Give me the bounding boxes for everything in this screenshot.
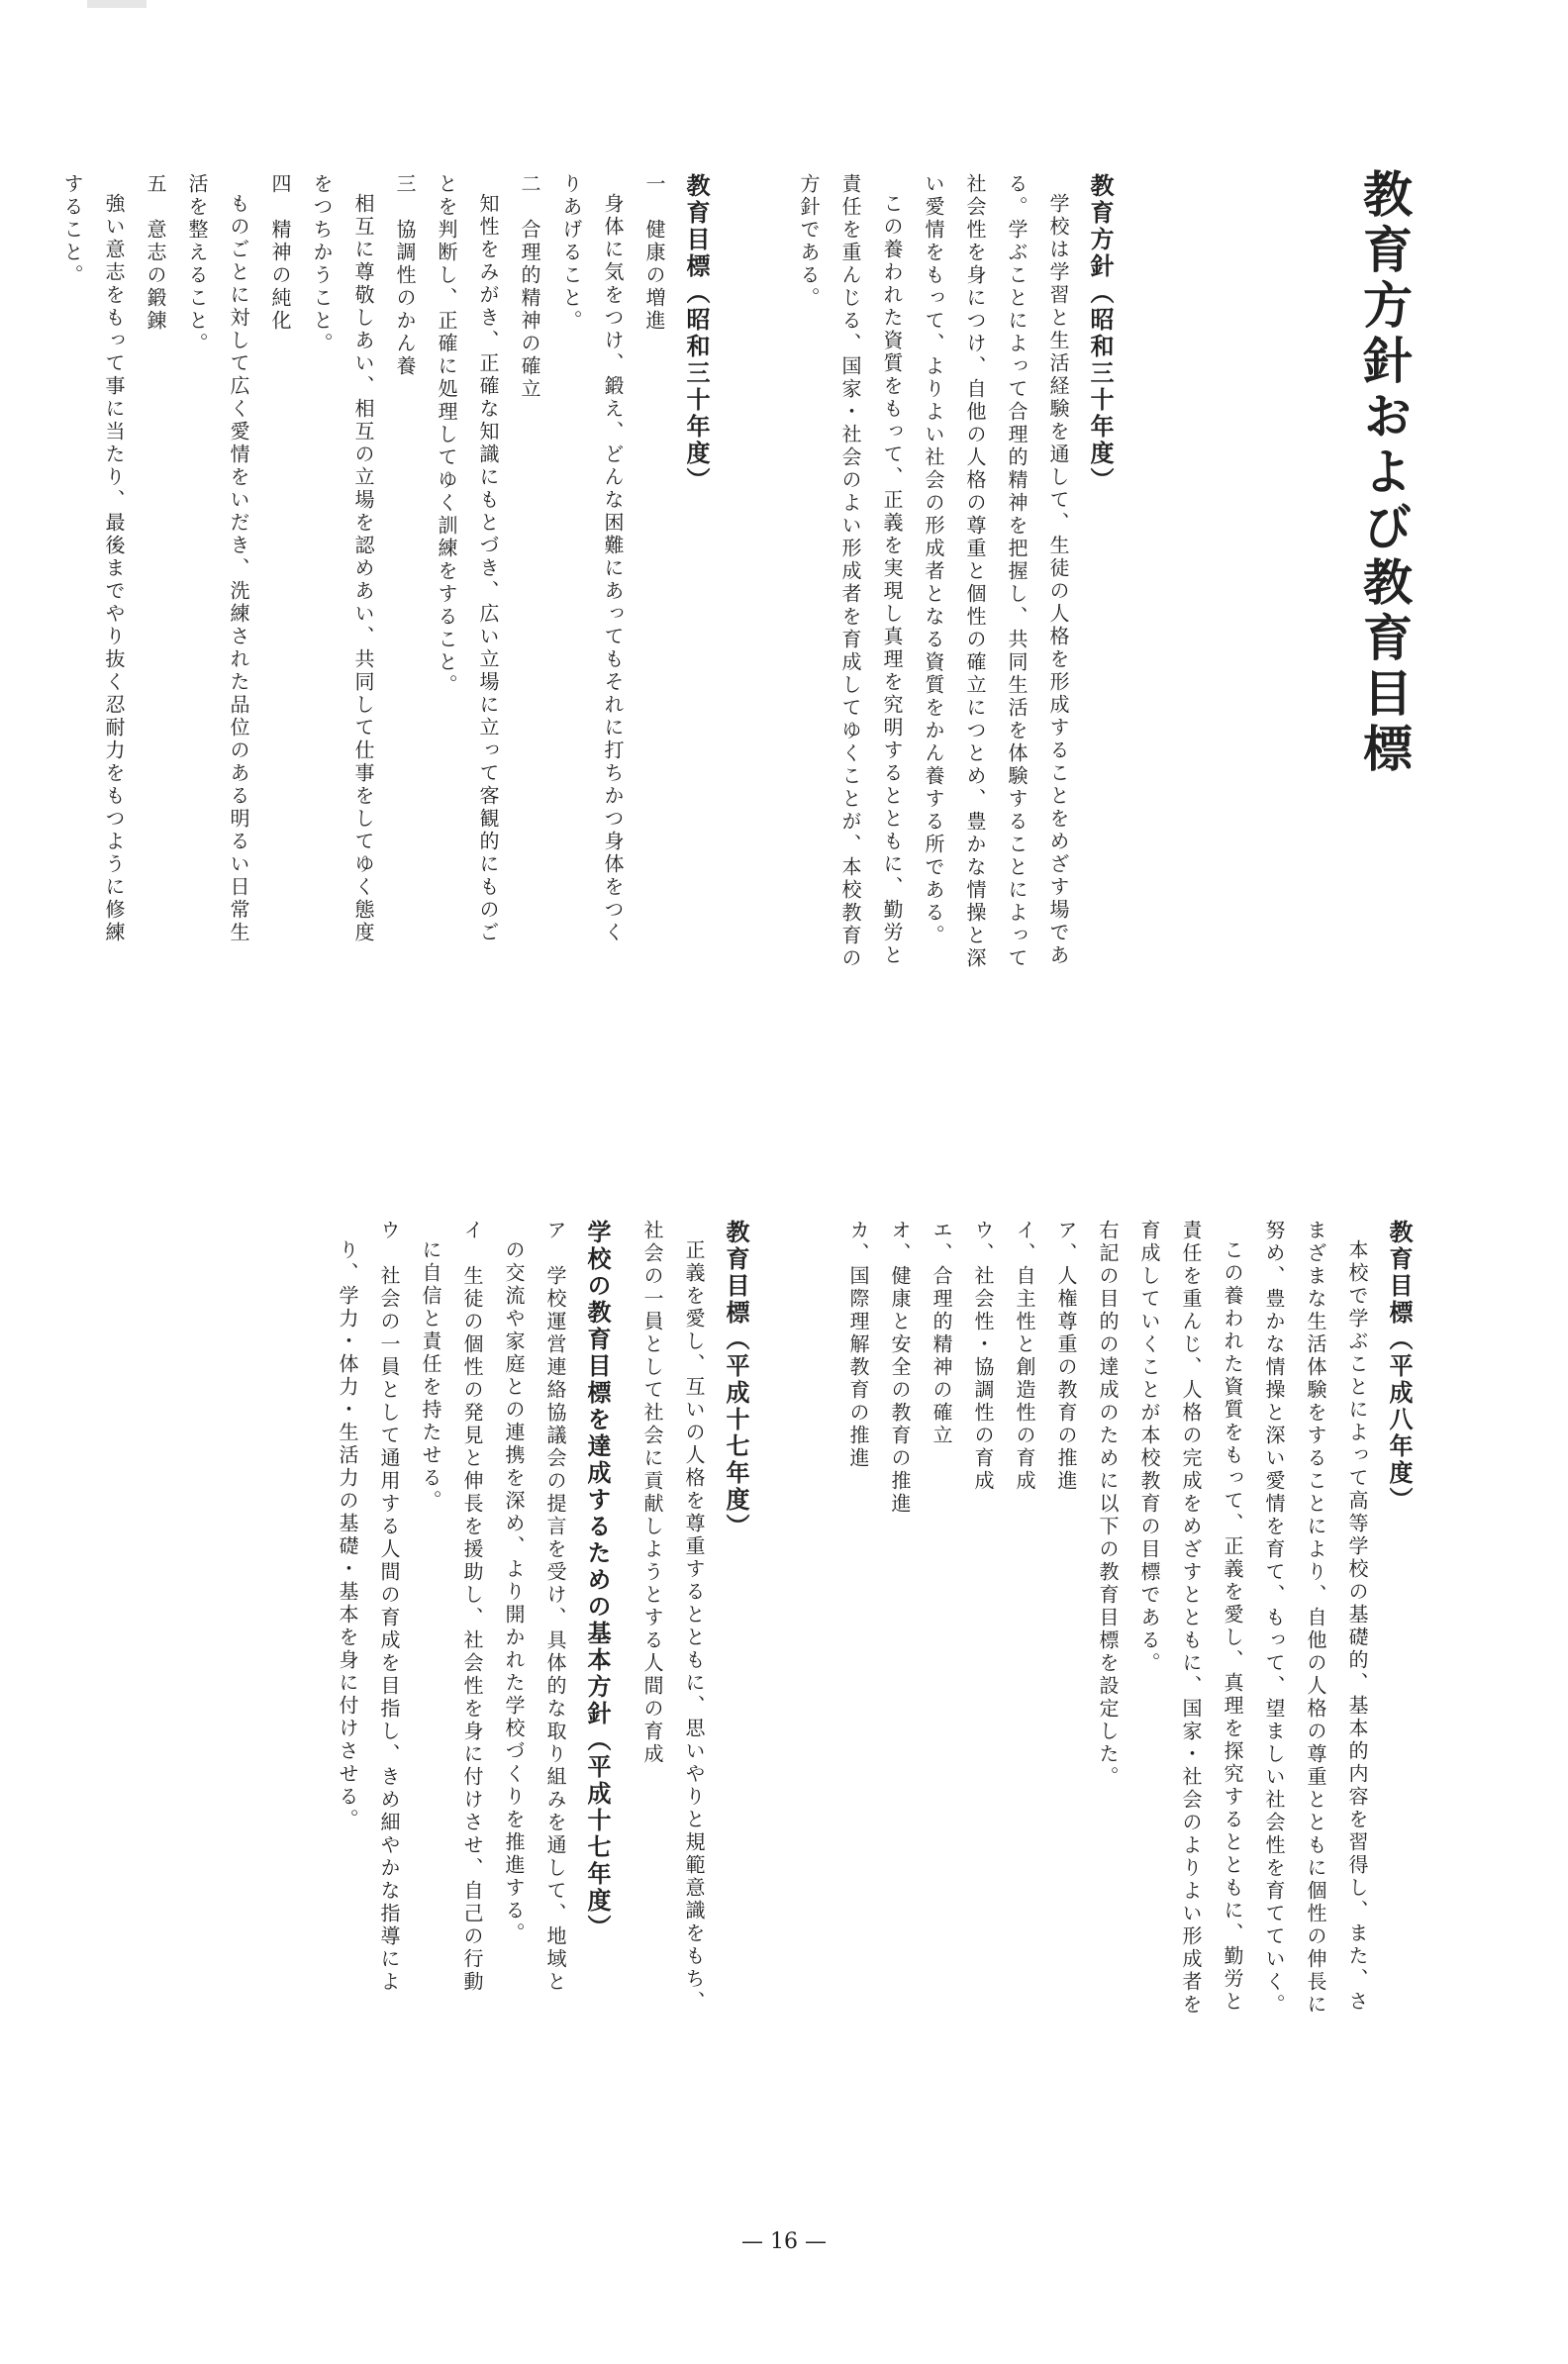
text-line: 五 意志の鍛錬 [144, 173, 167, 333]
text-line: 四 精神の純化 [268, 173, 292, 333]
basic-policy-heisei17 [327, 1220, 618, 2219]
text-line: カ、国際理解教育の推進 [846, 1220, 870, 1470]
page-number: — 16 — [741, 2229, 827, 2254]
page-title: 教育方針および教育目標 [1355, 168, 1414, 778]
text-line: 学校は学習と生活経験を通して、生徒の人格を形成することをめざす場であ [1046, 193, 1070, 967]
text-line: 責任を重んじる、国家・社会のよい形成者を育成してゆくことが、本校教育の [838, 173, 862, 970]
text-line: 相互に尊敬しあい、相互の立場を認めあい、共同して仕事をしてゆく態度 [351, 193, 375, 944]
text-line: に自信と責任を持たせる。 [419, 1239, 442, 1513]
text-line: の交流や家庭との連携を深め、より開かれた学校づくりを推進する。 [502, 1239, 526, 1945]
text-line: 育成していくことが本校教育の目標である。 [1137, 1220, 1161, 1675]
goals-showa30 [51, 173, 717, 1193]
text-line: 責任を重んじ、人格の完成をめざすとともに、国家・社会のよりよい形成者を [1179, 1220, 1203, 2017]
text-line: 社会の一員として社会に貢献しようとする人間の育成 [640, 1220, 664, 1766]
top-edge-mark [87, 0, 147, 8]
text-line: 知性をみがき、正確な知識にもとづき、広い立場に立って客観的にものご [476, 193, 500, 944]
text-line: エ、合理的精神の確立 [930, 1220, 953, 1447]
text-line: 努め、豊かな情操と深い愛情を育て、もって、望ましい社会性を育てていく。 [1262, 1220, 1286, 2017]
text-line: る。学ぶことによって合理的精神を把握し、共同生活を体験することによって [1005, 173, 1029, 970]
text-line: り、学力・体力・生活力の基礎・基本を身に付けさせる。 [336, 1239, 359, 1831]
text-line: ア 学校運営連絡協議会の提言を受け、具体的な取り組みを通して、地域と [543, 1220, 567, 1994]
text-line: 三 協調性のかん養 [393, 173, 417, 378]
text-line: すること。 [60, 173, 84, 287]
text-line: この養われた資質をもって、正義を愛し、真理を探究するとともに、勤労と [1221, 1239, 1244, 2014]
text-line: イ 生徒の個性の発見と伸長を援助し、社会性を身に付けさせ、自己の行動 [460, 1220, 484, 1994]
text-line: 社会性を身につけ、自他の人格の尊重と個性の確立につとめ、豊かな情操と深 [963, 173, 987, 970]
text-line: 本校で学ぶことによって高等学校の基礎的、基本的内容を習得し、また、さ [1345, 1239, 1369, 2014]
text-line: ア、人権尊重の教育の推進 [1054, 1220, 1078, 1493]
policy-showa30 [788, 173, 1121, 1193]
goals-heisei8 [837, 1220, 1420, 2219]
text-line: 一 健康の増進 [642, 173, 666, 333]
text-line: 強い意志をもって事に当たり、最後までやり抜く忍耐力をもつように修練 [102, 193, 126, 944]
text-line: イ、自主性と創造性の育成 [1013, 1220, 1036, 1493]
text-line: 身体に気をつけ、鍛え、どんな困難にあってもそれに打ちかつ身体をつく [601, 193, 625, 944]
text-line: をつちかうこと。 [310, 173, 334, 355]
text-line: い愛情をもって、よりよい社会の形成者となる資質をかん養する所である。 [922, 173, 945, 947]
basic-heading: 学校の教育目標を達成するための基本方針（平成十七年度） [583, 1220, 612, 1941]
text-line: りあげること。 [559, 173, 583, 333]
h8-heading: 教育目標（平成八年度） [1385, 1220, 1414, 1514]
text-line: 正義を愛し、互いの人格を尊重するとともに、思いやりと規範意識をもち、 [682, 1239, 706, 2014]
text-line: ウ 社会の一員として通用する人間の育成を目指し、きめ細やかな指導によ [377, 1220, 401, 1994]
text-line: 活を整えること。 [185, 173, 209, 355]
text-line: とを判断し、正確に処理してゆく訓練をすること。 [435, 173, 458, 697]
text-line: オ、健康と安全の教育の推進 [888, 1220, 912, 1516]
goals-heading: 教育目標（昭和三十年度） [682, 173, 711, 494]
text-line: まざまな生活体験をすることにより、自他の人格の尊重とともに個性の伸長に [1304, 1220, 1327, 2017]
text-line: 方針である。 [797, 173, 821, 310]
text-line: 二 合理的精神の確立 [518, 173, 541, 401]
text-line: この養われた資質をもって、正義を実現し真理を究明するとともに、勤労と [880, 193, 904, 967]
goals-heisei17 [632, 1220, 756, 2219]
text-line: ウ、社会性・協調性の育成 [971, 1220, 995, 1493]
policy-heading: 教育方針（昭和三十年度） [1086, 173, 1115, 494]
text-line: ものごとに対して広く愛情をいだき、洗練された品位のある明るい日常生 [227, 193, 250, 944]
h17-heading: 教育目標（平成十七年度） [722, 1220, 750, 1540]
text-line: 右記の目的の達成のために以下の教育目標を設定した。 [1096, 1220, 1120, 1789]
